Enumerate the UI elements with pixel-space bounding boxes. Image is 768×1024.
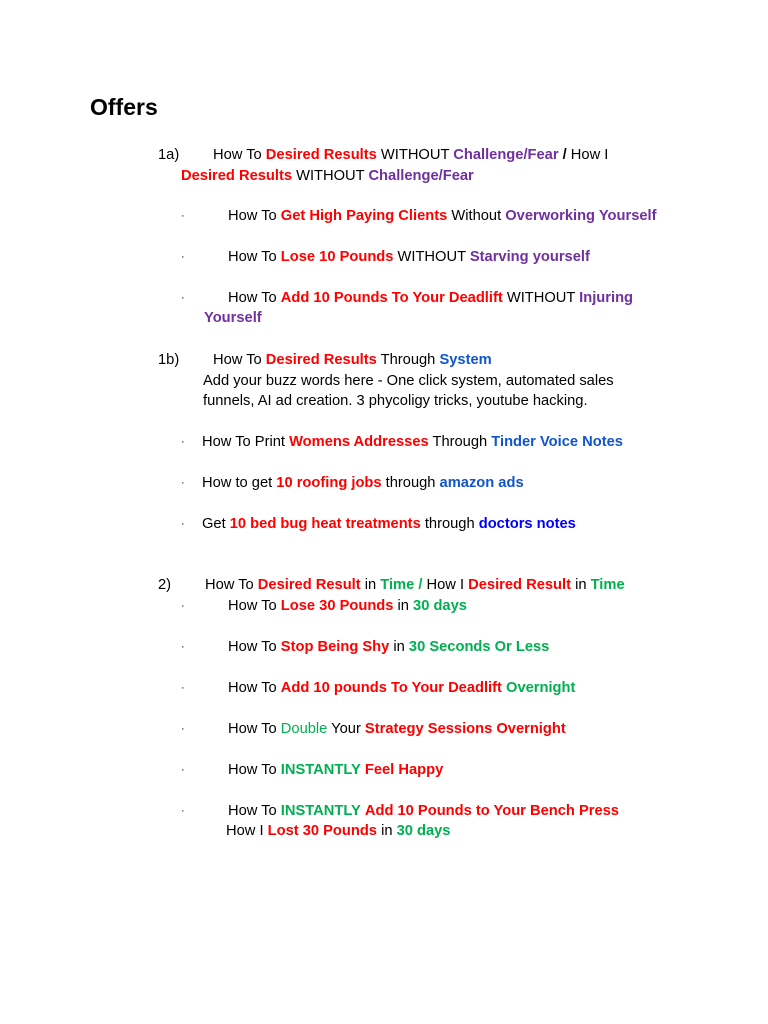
section-1b-heading: How To Desired Results Through System xyxy=(213,352,492,368)
bullet-icon: · xyxy=(181,477,185,489)
list-item: How To Add 10 Pounds To Your Deadlift WITHOUT Injuring xyxy=(228,290,634,306)
page-title: Offers xyxy=(90,94,158,120)
section-1b-note-line2: funnels, AI ad creation. 3 phycoligy tricks, youtube hacking. xyxy=(203,393,588,409)
list-item: How To INSTANTLY Add 10 Pounds to Your Bench Press xyxy=(228,803,619,819)
section-1b-note-line1: Add your buzz words here - One click system, automated sales xyxy=(203,373,614,389)
list-item: How To Double Your Strategy Sessions Overnight xyxy=(228,721,566,737)
bullet-icon: · xyxy=(181,641,185,653)
list-item: How To Get High Paying Clients Without Overworking Yourself xyxy=(228,208,657,224)
section-1b-number: 1b) xyxy=(158,352,180,368)
list-item: How To Lose 30 Pounds in 30 days xyxy=(228,598,467,614)
list-item: How to get 10 roofing jobs through amazon ads xyxy=(202,475,524,491)
bullet-icon: · xyxy=(181,210,185,222)
section-1a-heading-line2: Desired Results WITHOUT Challenge/Fear xyxy=(181,168,474,184)
bullet-icon: · xyxy=(181,600,185,612)
section-1a-heading-line1: How To Desired Results WITHOUT Challenge/Fear / How I xyxy=(213,147,609,163)
bullet-icon: · xyxy=(181,251,185,263)
list-item-continuation: Yourself xyxy=(204,310,262,326)
section-1a-number: 1a) xyxy=(158,147,180,163)
bullet-icon: · xyxy=(181,436,185,448)
bullet-icon: · xyxy=(181,723,185,735)
bullet-icon: · xyxy=(181,805,185,817)
list-item: How To Add 10 pounds To Your Deadlift Overnight xyxy=(228,680,576,696)
list-item: How To Lose 10 Pounds WITHOUT Starving yourself xyxy=(228,249,590,265)
section-2-number: 2) xyxy=(158,577,172,593)
bullet-icon: · xyxy=(181,292,185,304)
list-item: How To Stop Being Shy in 30 Seconds Or Less xyxy=(228,639,550,655)
bullet-icon: · xyxy=(181,518,185,530)
bullet-icon: · xyxy=(181,764,185,776)
section-2-heading: How To Desired Result in Time / How I Desired Result in Time xyxy=(205,577,625,593)
list-item: How I Lost 30 Pounds in 30 days xyxy=(226,823,451,839)
bullet-icon: · xyxy=(181,682,185,694)
list-item: Get 10 bed bug heat treatments through doctors notes xyxy=(202,516,576,532)
list-item: How To INSTANTLY Feel Happy xyxy=(228,762,444,778)
list-item: How To Print Womens Addresses Through Tinder Voice Notes xyxy=(202,434,623,450)
